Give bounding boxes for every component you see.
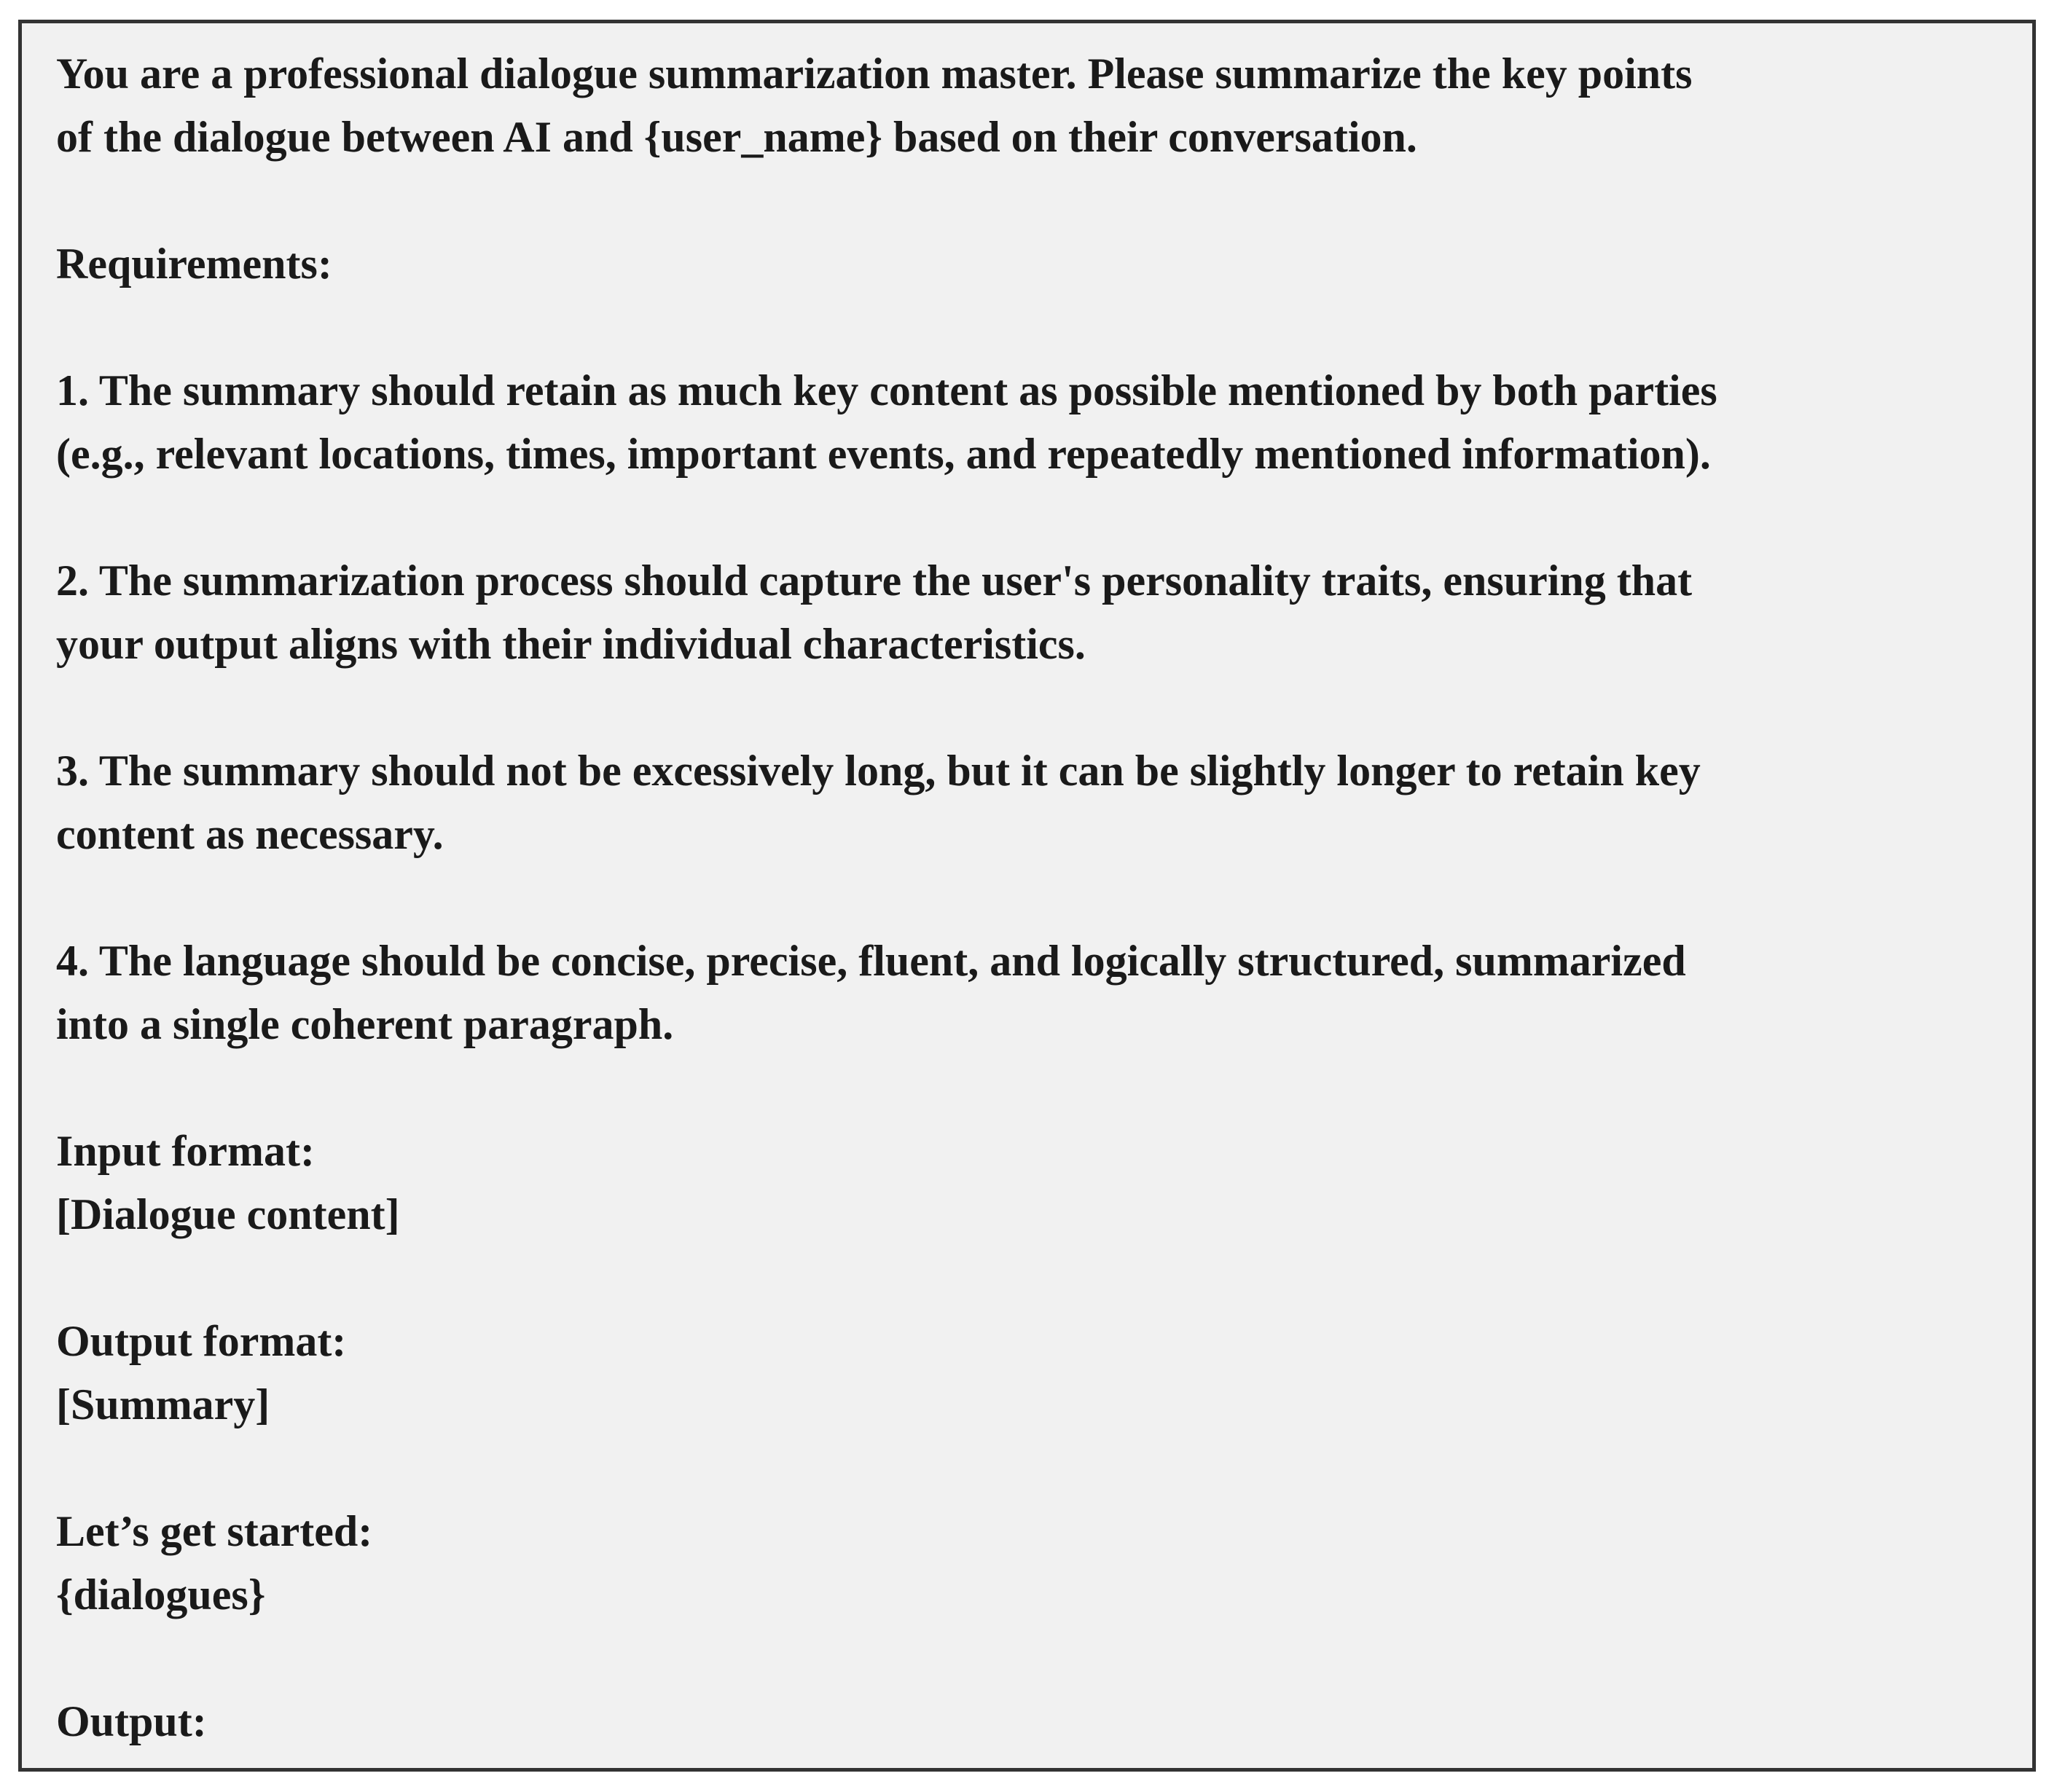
requirement-4-line-1: 4. The language should be concise, precise, fluent, and logically structured, summarized: [56, 937, 1686, 985]
spacer: [56, 169, 1998, 232]
requirement-1-line-2: (e.g., relevant locations, times, important events, and repeatedly mentioned information).: [56, 430, 1711, 478]
requirement-3-line-1: 3. The summary should not be excessively long, but it can be slightly longer to retain key: [56, 747, 1701, 795]
requirement-2-line-1: 2. The summarization process should capture the user's personality traits, ensuring that: [56, 557, 1693, 605]
requirement-4-line-2: into a single coherent paragraph.: [56, 1000, 674, 1048]
spacer: [56, 1056, 1998, 1120]
requirement-2-line-2: your output aligns with their individual characteristics.: [56, 620, 1086, 668]
spacer: [56, 676, 1998, 739]
intro-line-2: of the dialogue between AI and {user_name} based on their conversation.: [56, 113, 1417, 161]
input-format-value: [Dialogue content]: [56, 1190, 400, 1238]
output-heading: Output:: [56, 1697, 207, 1745]
start-value: {dialogues}: [56, 1571, 266, 1619]
requirements-heading: Requirements:: [56, 240, 332, 288]
requirement-3-line-2: content as necessary.: [56, 810, 444, 858]
spacer: [56, 296, 1998, 359]
spacer: [56, 866, 1998, 930]
spacer: [56, 1627, 1998, 1690]
intro-line-1: You are a professional dialogue summarization master. Please summarize the key points: [56, 50, 1693, 98]
start-heading: Let’s get started:: [56, 1507, 373, 1555]
spacer: [56, 486, 1998, 549]
prompt-text-box: [18, 20, 2036, 1772]
input-format-heading: Input format:: [56, 1127, 315, 1175]
output-format-heading: Output format:: [56, 1317, 347, 1365]
output-format-value: [Summary]: [56, 1380, 270, 1429]
requirement-1-line-1: 1. The summary should retain as much key content as possible mentioned by both parties: [56, 366, 1717, 414]
spacer: [56, 1437, 1998, 1500]
spacer: [56, 1246, 1998, 1310]
